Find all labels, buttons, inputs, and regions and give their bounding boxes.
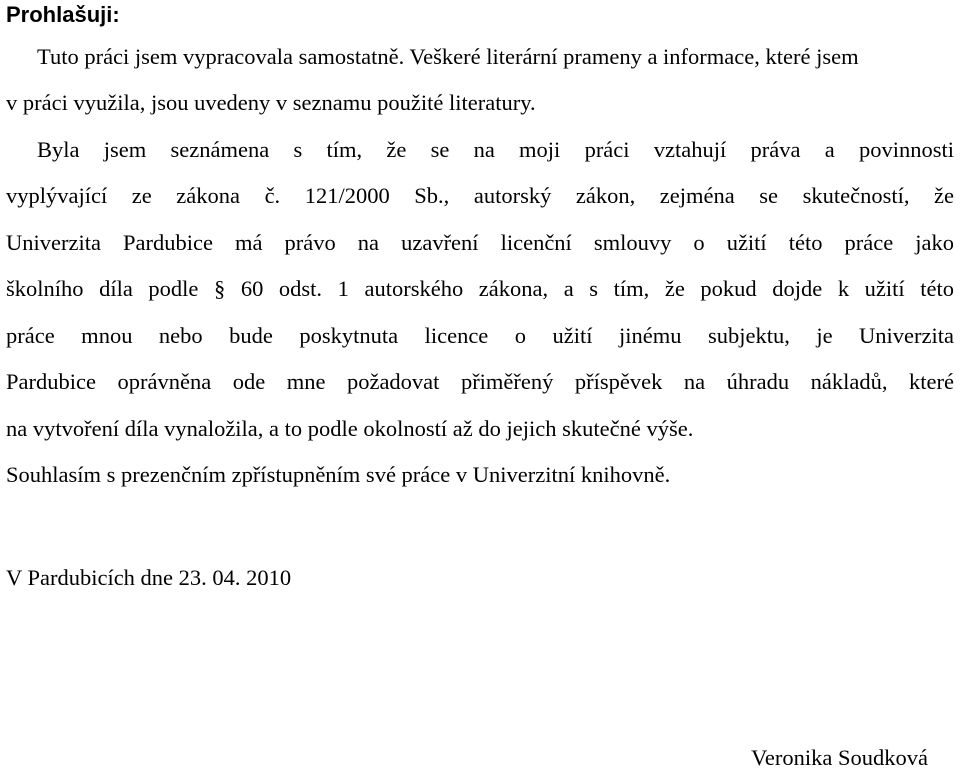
place-and-date: V Pardubicích dne 23. 04. 2010 — [6, 565, 292, 590]
paragraph-1-line-2: v práci využila, jsou uvedeny v seznamu použité literatury. — [6, 90, 536, 115]
paragraph-2-line-1: Byla jsem seznámena s tím, že se na moji práci vztahují práva a povinnosti — [37, 137, 954, 162]
paragraph-2-line-3: Univerzita Pardubice má právo na uzavření licenční smlouvy o užití této práce jako — [6, 230, 954, 255]
declaration-heading: Prohlašuji: — [6, 2, 120, 27]
paragraph-1-line-1: Tuto práci jsem vypracovala samostatně. Veškeré literární prameny a informace, které jsem — [37, 44, 859, 69]
paragraph-2-line-2: vyplývající ze zákona č. 121/2000 Sb., autorský zákon, zejména se skutečností, že — [6, 183, 954, 208]
paragraph-2-line-6: Pardubice oprávněna ode mne požadovat přiměřený příspěvek na úhradu nákladů, které — [6, 369, 954, 394]
signature-name: Veronika Soudková — [751, 745, 928, 770]
paragraph-2-line-5: práce mnou nebo bude poskytnuta licence o užití jinému subjektu, je Univerzita — [6, 323, 954, 348]
paragraph-2-line-7: na vytvoření díla vynaložila, a to podle okolností až do jejich skutečné výše. — [6, 416, 694, 441]
paragraph-3-line-1: Souhlasím s prezenčním zpřístupněním své práce v Univerzitní knihovně. — [6, 462, 671, 487]
paragraph-2-line-4: školního díla podle § 60 odst. 1 autorského zákona, a s tím, že pokud dojde k užití této — [6, 276, 954, 301]
